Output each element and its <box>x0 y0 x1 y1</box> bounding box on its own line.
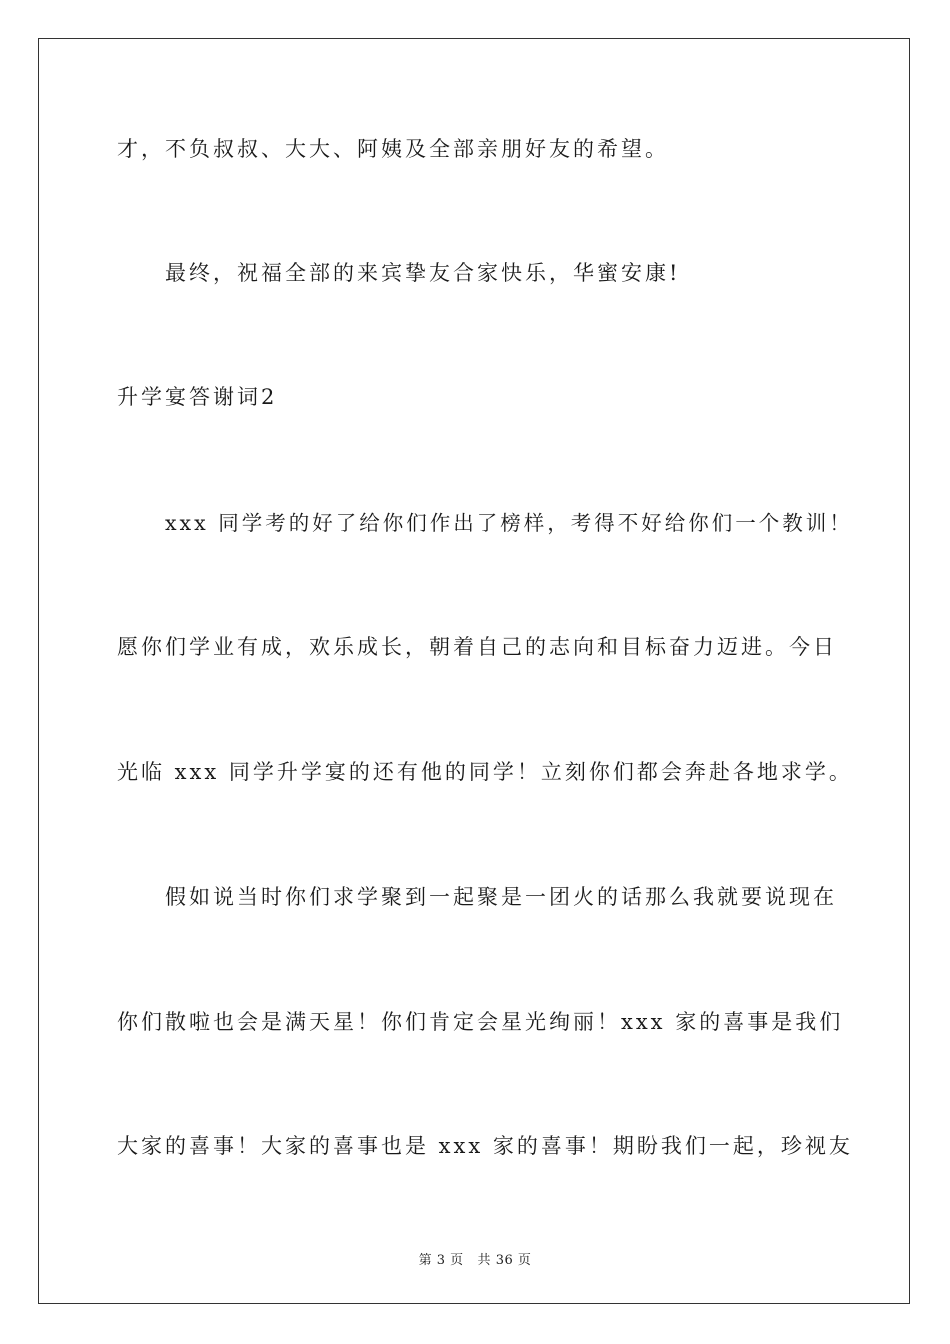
page-number-footer: 第 3 页 共 36 页 <box>418 1253 532 1268</box>
paragraph-line: 你们散啦也会是满天星！你们肯定会星光绚丽！xxx 家的喜事是我们 <box>117 1010 844 1034</box>
paragraph-line: xxx 同学考的好了给你们作出了榜样，考得不好给你们一个教训！ <box>165 511 853 535</box>
section-heading: 升学宴答谢词2 <box>117 385 278 409</box>
paragraph-line: 大家的喜事！大家的喜事也是 xxx 家的喜事！期盼我们一起，珍视友 <box>117 1134 853 1158</box>
paragraph-line: 最终，祝福全部的来宾挚友合家快乐，华蜜安康! <box>165 261 681 285</box>
paragraph-line: 光临 xxx 同学升学宴的还有他的同学！立刻你们都会奔赴各地求学。 <box>117 760 853 784</box>
paragraph-line: 假如说当时你们求学聚到一起聚是一团火的话那么我就要说现在 <box>165 885 837 909</box>
paragraph-line: 才，不负叔叔、大大、阿姨及全部亲朋好友的希望。 <box>117 137 669 161</box>
paragraph-line: 愿你们学业有成，欢乐成长，朝着自己的志向和目标奋力迈进。今日 <box>117 635 837 659</box>
page-border <box>38 38 910 1304</box>
